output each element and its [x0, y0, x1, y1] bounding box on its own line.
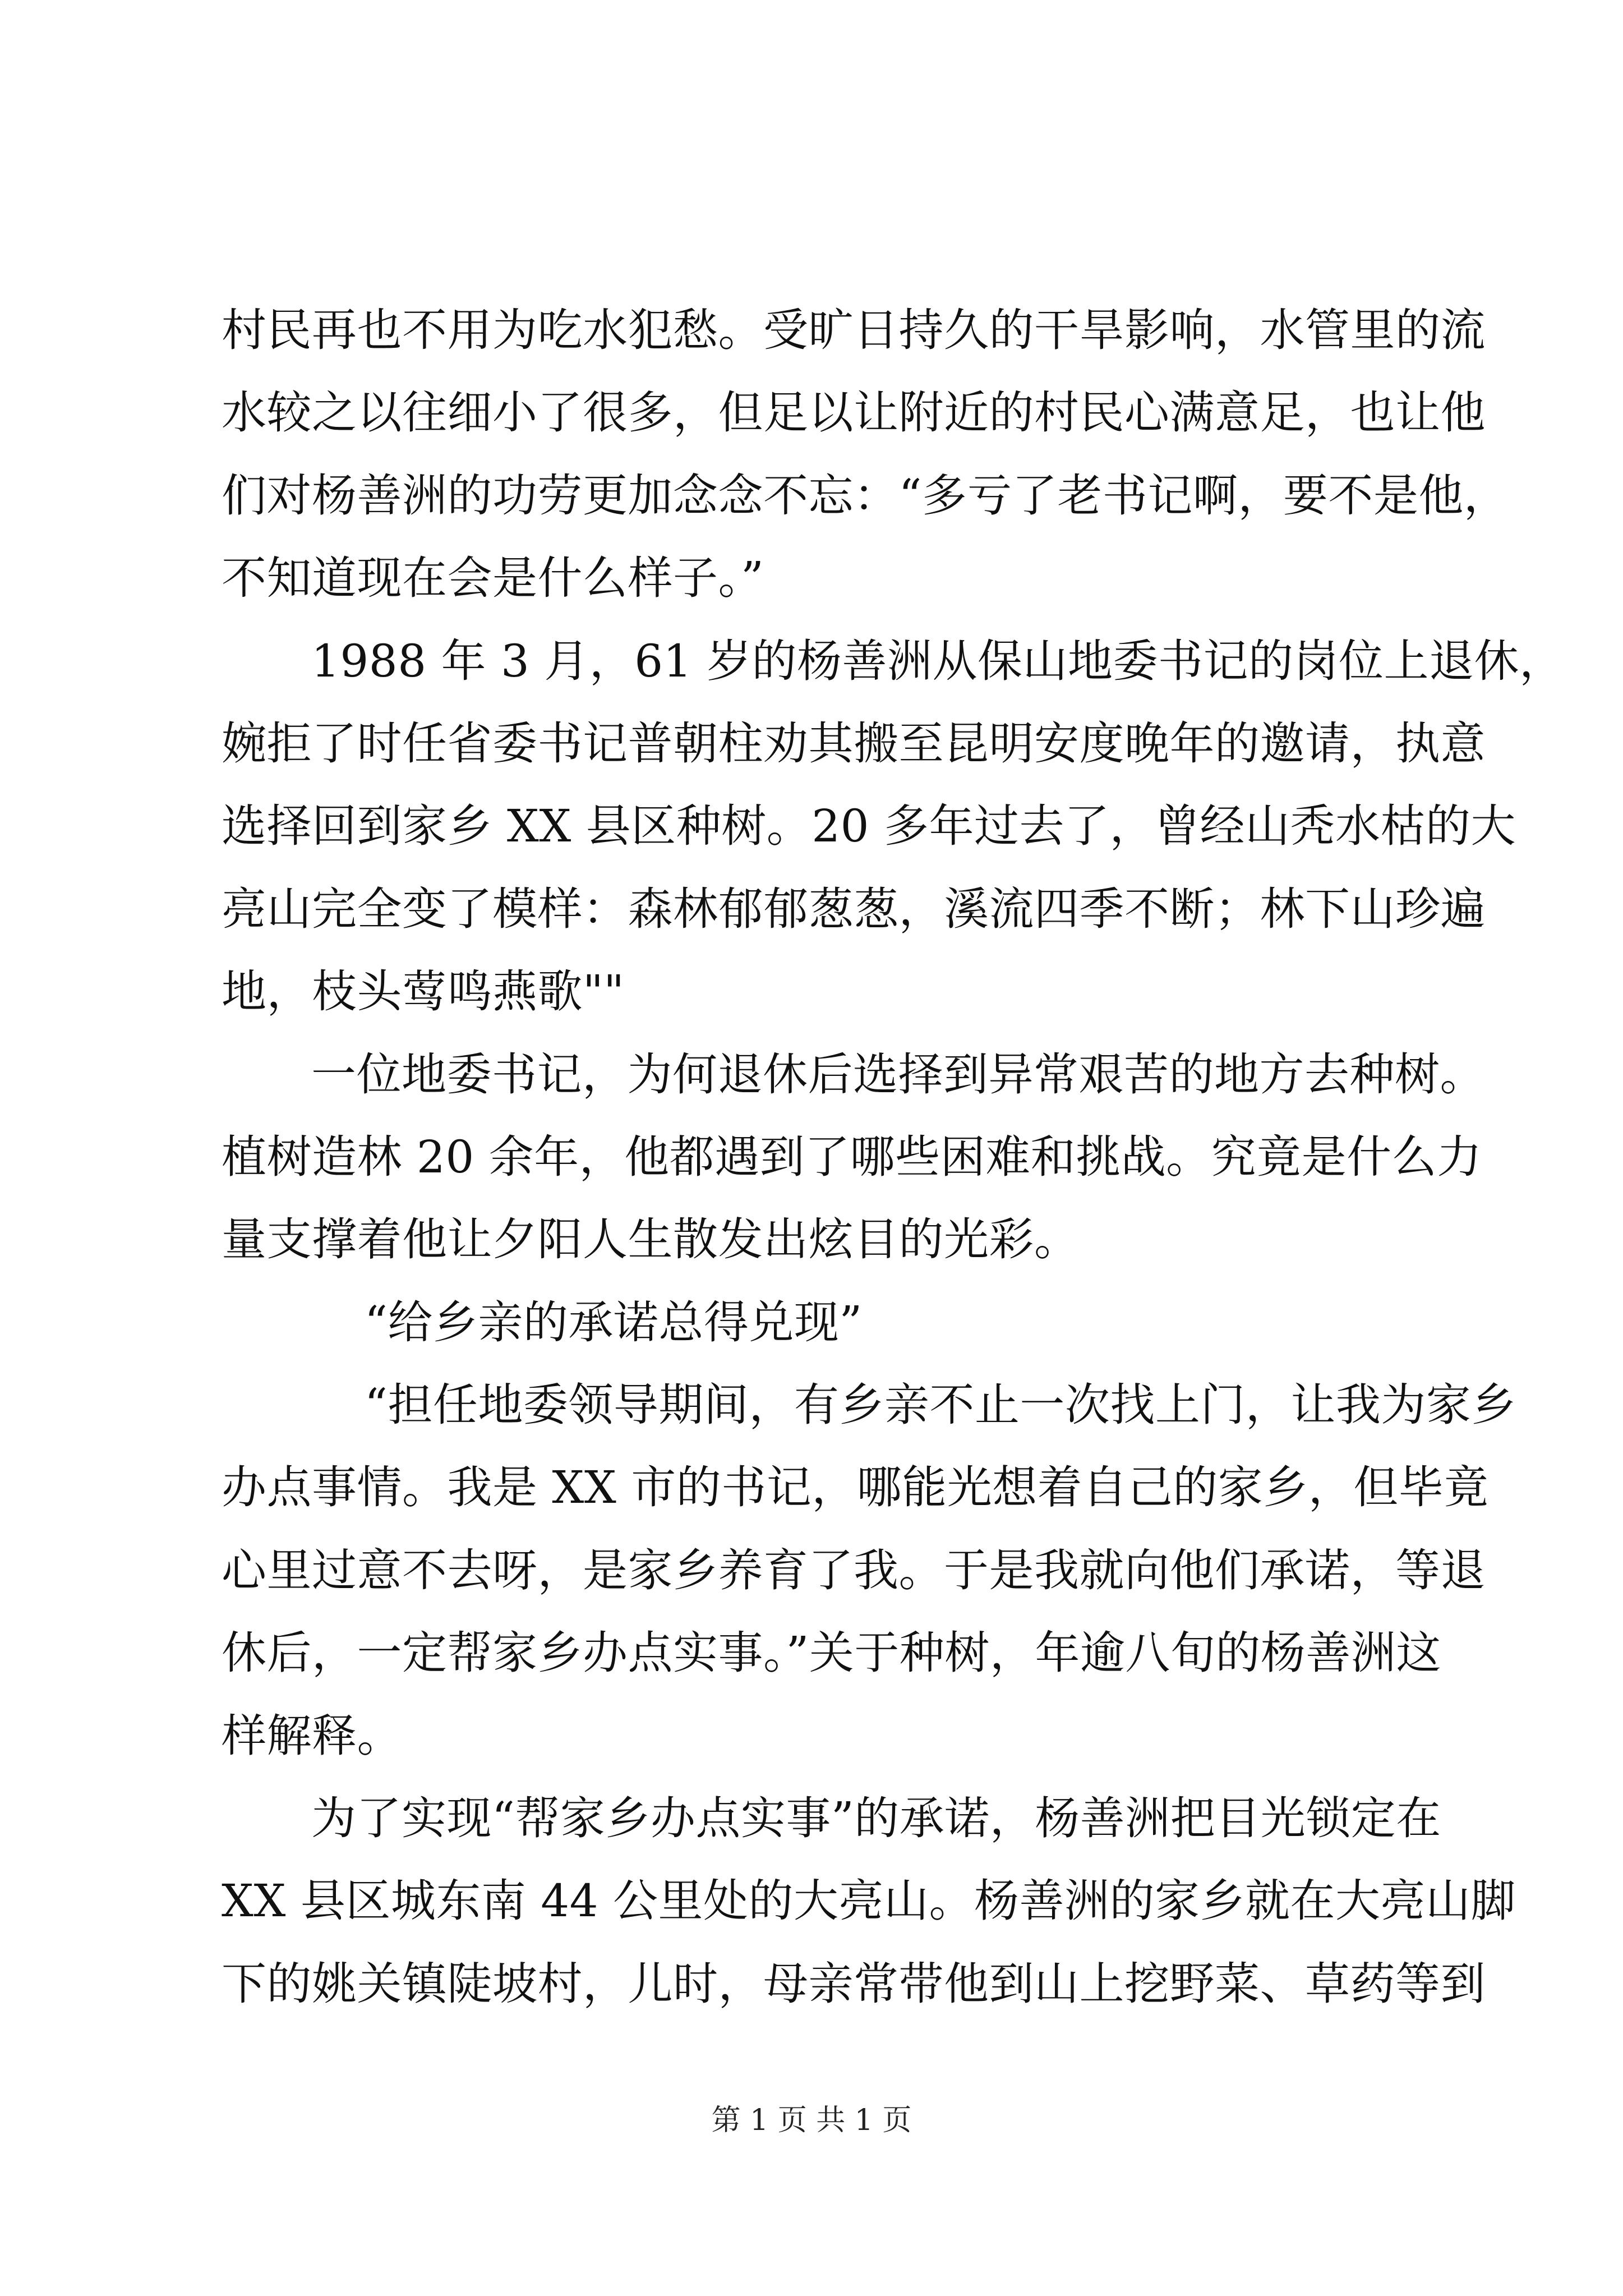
text-line: 婉拒了时任省委书记普朝柱劝其搬至昆明安度晚年的邀请，执意	[222, 717, 1486, 770]
text-line: 样解释。	[222, 1709, 402, 1762]
text-line: 一位地委书记，为何退休后选择到异常艰苦的地方去种树。	[311, 1048, 1485, 1101]
text-line: 地，枝头莺鸣燕歌""	[222, 965, 625, 1018]
section-heading: “给乡亲的承诺总得兑现”	[365, 1296, 863, 1349]
text-line: 休后，一定帮家乡办点实事。”关于种树，年逾八旬的杨善洲这	[222, 1627, 1441, 1680]
text-line: 为了实现“帮家乡办点实事”的承诺，杨善洲把目光锁定在	[311, 1792, 1441, 1845]
text-line: 量支撑着他让夕阳人生散发出炫目的光彩。	[222, 1213, 1080, 1266]
text-line: 亮山完全变了模样：森林郁郁葱葱，溪流四季不断；林下山珍遍	[222, 882, 1486, 935]
text-line: 下的姚关镇陡坡村，儿时，母亲常带他到山上挖野菜、草药等到	[222, 1957, 1486, 2010]
page-footer	[0, 2101, 1623, 2140]
text-line: 村民再也不用为吃水犯愁。受旷日持久的干旱影响，水管里的流	[222, 304, 1486, 356]
text-line: 办点事情。我是 XX 市的书记，哪能光想着自己的家乡，但毕竟	[222, 1461, 1489, 1514]
document-body	[222, 289, 1565, 2025]
text-line: 们对杨善洲的功劳更加念念不忘：“多亏了老书记啊，要不是他，	[222, 469, 1509, 522]
page-number-label: 第 1 页 共 1 页	[711, 2104, 912, 2137]
text-line: 心里过意不去呀，是家乡养育了我。于是我就向他们承诺，等退	[222, 1544, 1486, 1596]
text-line: “担任地委领导期间，有乡亲不止一次找上门，让我为家乡	[365, 1379, 1516, 1432]
text-line: 1988 年 3 月，61 岁的杨善洲从保山地委书记的岗位上退休，	[311, 634, 1565, 687]
text-line: XX 县区城东南 44 公里处的大亮山。杨善洲的家乡就在大亮山脚	[222, 1875, 1516, 1927]
text-line: 植树造林 20 余年，他都遇到了哪些困难和挑战。究竟是什么力	[222, 1130, 1482, 1183]
text-line: 选择回到家乡 XX 县区种树。20 多年过去了，曾经山秃水枯的大	[222, 800, 1516, 853]
text-line: 不知道现在会是什么样子。”	[222, 552, 764, 605]
text-line: 水较之以往细小了很多，但足以让附近的村民心满意足，也让他	[222, 386, 1486, 439]
